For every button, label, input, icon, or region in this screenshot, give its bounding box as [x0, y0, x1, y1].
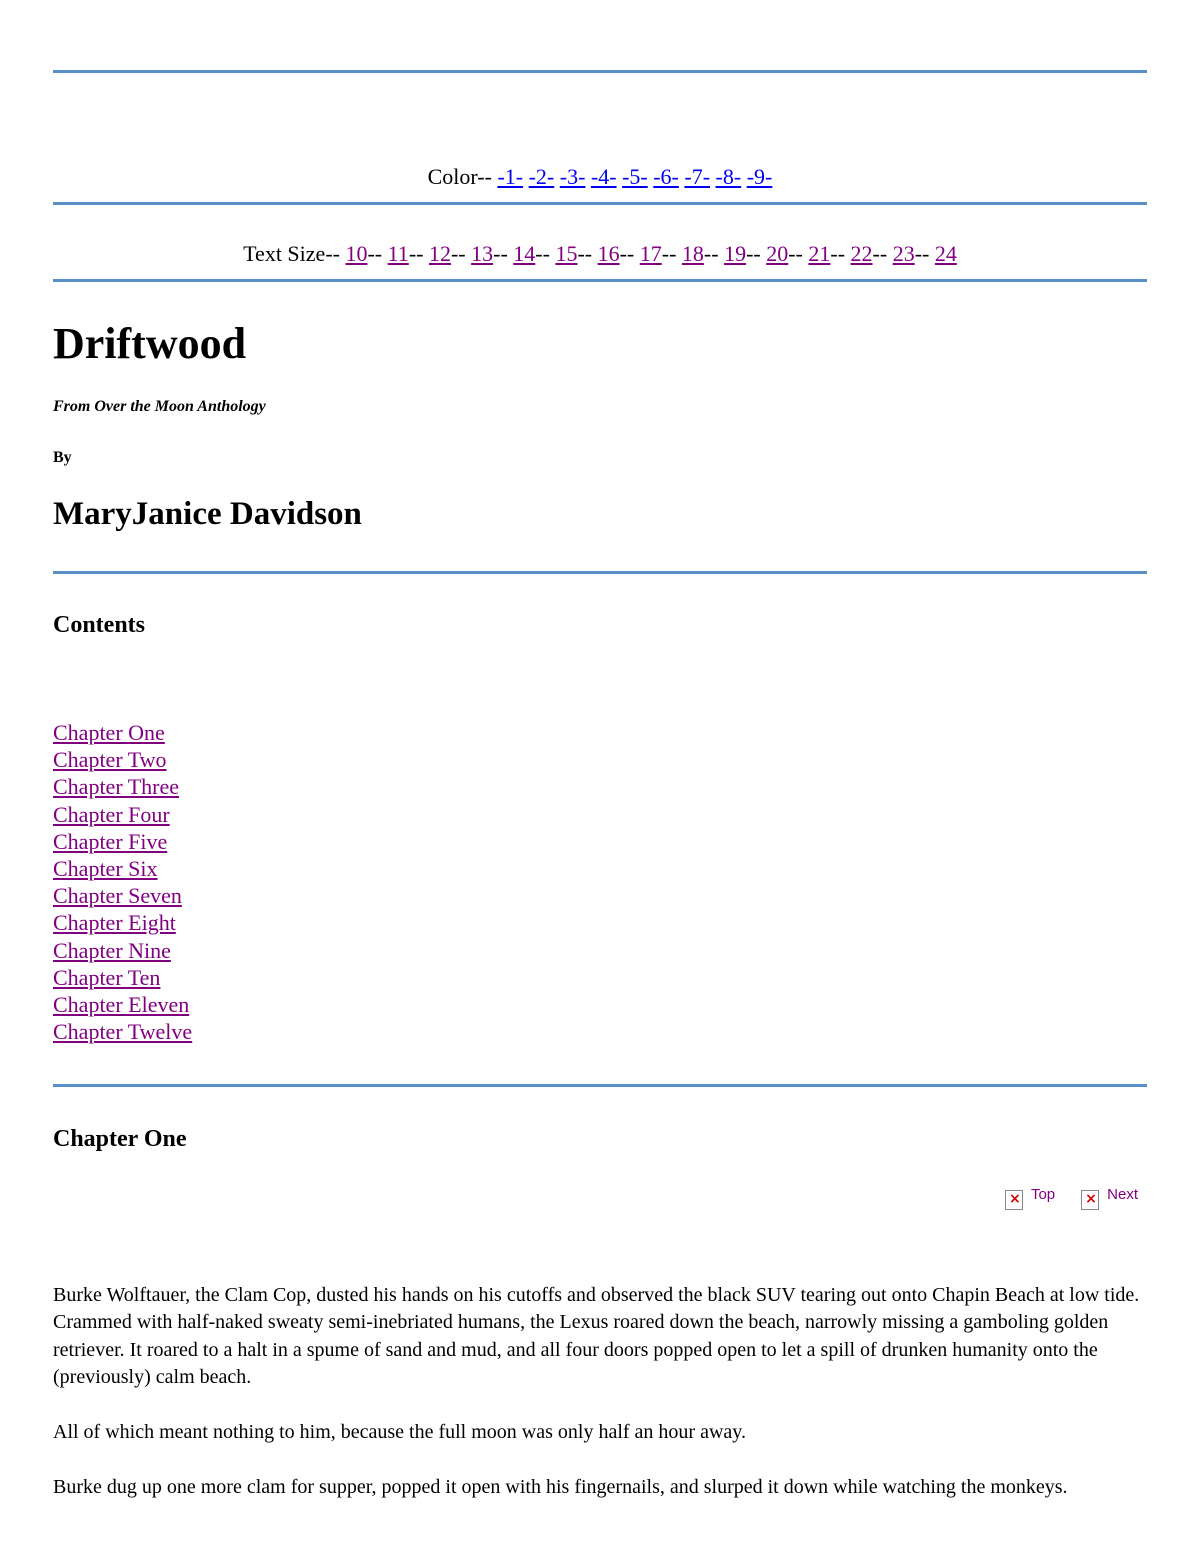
text-size-link-10[interactable]: 10	[345, 241, 368, 266]
broken-image-icon	[1081, 1190, 1099, 1210]
toc-item	[53, 801, 192, 828]
toc-item	[53, 1018, 192, 1045]
book-title: Driftwood	[53, 319, 247, 368]
byline-label: By	[53, 449, 72, 466]
divider-text-size	[53, 279, 1147, 282]
toc-link-chapter-six[interactable]: Chapter Six	[53, 855, 158, 881]
toc-item	[53, 855, 192, 882]
toc-link-chapter-three[interactable]: Chapter Three	[53, 774, 180, 800]
color-link-7[interactable]: -7-	[684, 164, 711, 189]
toc-item	[53, 719, 192, 746]
separator: --	[830, 241, 851, 266]
divider-color	[53, 202, 1147, 205]
separator: --	[493, 241, 514, 266]
text-size-link-17[interactable]: 17	[639, 241, 662, 266]
color-label: Color--	[427, 164, 498, 189]
separator: --	[577, 241, 598, 266]
color-link-6[interactable]: -6-	[653, 164, 679, 189]
broken-image-icon	[1005, 1190, 1023, 1210]
text-size-link-18[interactable]: 18	[681, 241, 704, 266]
toc-link-chapter-twelve[interactable]: Chapter Twelve	[53, 1019, 193, 1045]
separator: --	[535, 241, 556, 266]
text-size-link-19[interactable]: 19	[724, 241, 747, 266]
author-name: MaryJanice Davidson	[53, 496, 362, 532]
text-size-link-20[interactable]: 20	[766, 241, 789, 266]
chapter-paragraph: All of which meant nothing to him, because the full moon was only half an hour away.	[53, 1421, 746, 1443]
text-size-link-23[interactable]: 23	[892, 241, 915, 266]
separator: --	[788, 241, 809, 266]
contents-heading: Contents	[53, 612, 146, 638]
toc-item	[53, 991, 192, 1018]
text-size-link-15[interactable]: 15	[555, 241, 578, 266]
text-size-link-16[interactable]: 16	[597, 241, 620, 266]
separator: --	[872, 241, 893, 266]
separator: --	[408, 241, 429, 266]
toc-link-chapter-two[interactable]: Chapter Two	[53, 747, 167, 773]
toc-item	[53, 937, 192, 964]
text-size-label: Text Size--	[243, 241, 346, 266]
chapter-heading: Chapter One	[53, 1126, 187, 1152]
color-link-3[interactable]: -3-	[559, 164, 586, 189]
text-size-link-24[interactable]: 24	[934, 241, 957, 266]
color-link-4[interactable]: -4-	[590, 164, 617, 189]
chapter-nav	[1005, 1186, 1138, 1210]
toc-link-chapter-one[interactable]: Chapter One	[53, 720, 165, 745]
chapter-paragraph: Burke Wolftauer, the Clam Cop, dusted his hands on his cutoffs and observed the black SUV tearing out onto Chapin Beach at low tide. Crammed with half-naked sweaty semi-inebriated humans, the Lexus roared down the beach, narrowly missing a gamboling golden retriever. It roared to a halt in a spume of sand and mud, and all four doors popped open to let a spill of drunken humanity onto the (previously) calm beach.	[53, 1284, 1140, 1388]
color-selector	[0, 164, 1200, 190]
toc-item	[53, 746, 192, 773]
toc-link-chapter-eleven[interactable]: Chapter Eleven	[53, 991, 190, 1017]
toc-item	[53, 909, 192, 936]
separator: --	[367, 241, 388, 266]
text-size-link-13[interactable]: 13	[471, 241, 494, 266]
next-link-label: Next	[1107, 1186, 1138, 1203]
toc-link-chapter-ten[interactable]: Chapter Ten	[53, 964, 161, 990]
next-link[interactable]	[1081, 1186, 1138, 1210]
top-link[interactable]	[1005, 1186, 1055, 1210]
color-link-1[interactable]: -1-	[497, 164, 524, 189]
color-link-9[interactable]: -9-	[746, 164, 773, 189]
divider-top	[53, 70, 1147, 73]
toc-link-chapter-five[interactable]: Chapter Five	[53, 828, 168, 854]
separator: --	[746, 241, 767, 266]
color-link-5[interactable]: -5-	[622, 164, 648, 189]
toc-link-chapter-eight[interactable]: Chapter Eight	[53, 910, 176, 936]
divider-contents	[53, 1084, 1147, 1087]
text-size-link-14[interactable]: 14	[513, 241, 536, 266]
text-size-selector	[0, 241, 1200, 267]
toc-item	[53, 773, 192, 800]
toc-item	[53, 964, 192, 991]
separator: --	[450, 241, 472, 266]
toc-link-chapter-nine[interactable]: Chapter Nine	[53, 937, 171, 963]
book-subtitle: From Over the Moon Anthology	[53, 398, 266, 415]
toc-link-chapter-four[interactable]: Chapter Four	[53, 801, 170, 827]
text-size-link-11[interactable]: 11	[387, 241, 409, 266]
text-size-link-12[interactable]: 12	[428, 241, 451, 266]
color-link-2[interactable]: -2-	[528, 164, 555, 189]
toc-item	[53, 882, 192, 909]
color-link-8[interactable]: -8-	[715, 164, 742, 189]
text-size-link-21[interactable]: 21	[808, 241, 831, 266]
table-of-contents	[53, 719, 192, 1045]
toc-item	[53, 828, 192, 855]
toc-link-chapter-seven[interactable]: Chapter Seven	[53, 883, 182, 909]
separator: --	[914, 241, 935, 266]
chapter-paragraph: Burke dug up one more clam for supper, popped it open with his fingernails, and slurped it down while watching the monkeys.	[53, 1476, 1068, 1498]
top-link-label: Top	[1030, 1186, 1056, 1203]
divider-header	[53, 571, 1147, 574]
separator: --	[661, 241, 682, 266]
text-size-link-22[interactable]: 22	[850, 241, 873, 266]
separator: --	[619, 241, 640, 266]
separator: --	[703, 241, 725, 266]
